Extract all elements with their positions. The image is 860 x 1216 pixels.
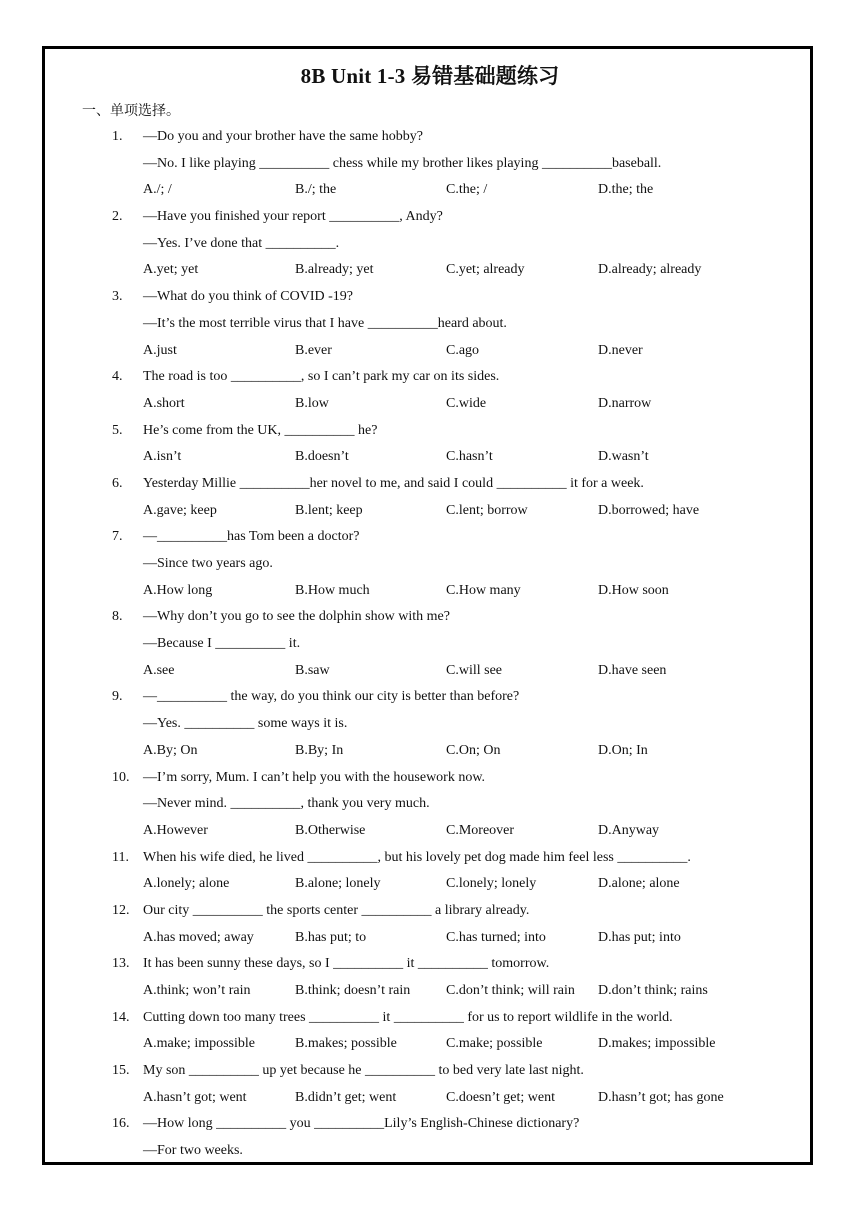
option-c: C.lent; borrow (446, 502, 528, 518)
options-row (0, 1085, 860, 1112)
option-a: A.think; won’t rain (143, 983, 251, 998)
question-item (0, 1005, 860, 1058)
question-number: 3. (112, 289, 123, 305)
question-line (0, 524, 860, 551)
option-a: A./; / (143, 182, 172, 198)
question-line (0, 711, 860, 738)
question-stem: It has been sunny these days, so I __________ it __________ tomorrow. (143, 956, 550, 972)
question-number: 8. (112, 609, 123, 625)
question-stem: Our city __________ the sports center __________ a library already. (143, 902, 530, 918)
question-line (0, 631, 860, 658)
options-row (0, 257, 860, 284)
question-line (0, 471, 860, 498)
option-b: B.think; doesn’t rain (295, 983, 411, 998)
question-dialogue-line: —No. I like playing __________ chess while my brother likes playing __________baseball. (143, 155, 662, 171)
option-d: D.makes; impossible (598, 1036, 716, 1052)
option-b: B.Otherwise (295, 822, 366, 838)
question-dialogue-line: —Since two years ago. (143, 556, 273, 571)
question-line (0, 951, 860, 978)
question-line (0, 684, 860, 711)
question-stem: The road is too __________, so I can’t park my car on its sides. (143, 369, 500, 385)
option-a: A.has moved; away (143, 929, 254, 945)
question-stem: —Do you and your brother have the same hobby? (143, 129, 423, 144)
question-item (0, 951, 860, 1004)
question-number: 6. (112, 475, 123, 491)
question-stem: Yesterday Millie __________her novel to me, and said I could __________ it for a week. (143, 475, 644, 491)
question-line (0, 1111, 860, 1138)
question-line (0, 124, 860, 151)
question-dialogue-line: —Yes. __________ some ways it is. (143, 716, 348, 732)
options-row (0, 658, 860, 685)
option-b: B.alone; lonely (295, 876, 381, 892)
question-stem: —What do you think of COVID -19? (143, 289, 353, 305)
option-b: B.has put; to (295, 929, 367, 945)
question-number: 9. (112, 689, 123, 705)
option-d: D.How soon (598, 582, 669, 598)
question-line (0, 1005, 860, 1032)
question-number: 2. (112, 209, 123, 225)
question-item (0, 604, 860, 684)
option-c: C.lonely; lonely (446, 876, 537, 892)
options-row (0, 738, 860, 765)
option-a: A.yet; yet (143, 262, 199, 278)
options-row (0, 1031, 860, 1058)
question-stem: —__________ the way, do you think our city is better than before? (143, 689, 520, 705)
options-row (0, 338, 860, 365)
question-line (0, 418, 860, 445)
option-b: B.already; yet (295, 262, 374, 278)
option-c: C.ago (446, 342, 480, 358)
option-b: B.ever (295, 342, 332, 358)
question-number: 7. (112, 529, 123, 545)
question-stem: Cutting down too many trees __________ it __________ for us to report wildlife in the world. (143, 1009, 673, 1025)
options-row (0, 177, 860, 204)
option-d: D.borrowed; have (598, 502, 700, 518)
question-item (0, 418, 860, 471)
option-d: D.wasn’t (598, 449, 649, 465)
question-stem: When his wife died, he lived __________, but his lovely pet dog made him feel less __________. (143, 849, 691, 865)
question-item (0, 898, 860, 951)
question-dialogue-line: —It’s the most terrible virus that I have __________heard about. (143, 315, 507, 331)
question-line (0, 791, 860, 818)
question-item (0, 284, 860, 364)
question-number: 15. (112, 1063, 130, 1079)
question-number: 14. (112, 1009, 130, 1025)
question-stem: —Have you finished your report __________, Andy? (143, 209, 443, 225)
question-line (0, 231, 860, 258)
option-c: C.has turned; into (446, 929, 546, 945)
question-stem: —I’m sorry, Mum. I can’t help you with the housework now. (143, 769, 486, 785)
option-c: C.wide (446, 395, 487, 411)
options-row (0, 818, 860, 845)
options-row (0, 978, 860, 1005)
option-b: B.doesn’t (295, 449, 349, 465)
option-d: D.hasn’t got; has gone (598, 1089, 724, 1105)
question-item (0, 364, 860, 417)
question-list (0, 124, 860, 1165)
option-d: D.don’t think; rains (598, 983, 708, 998)
question-dialogue-line: —Yes. I’ve done that __________. (143, 235, 340, 251)
option-b: B./; the (295, 182, 337, 198)
option-a: A.lonely; alone (143, 876, 230, 892)
question-number: 12. (112, 902, 130, 918)
option-d: D.already; already (598, 262, 702, 278)
question-item (0, 684, 860, 764)
question-item (0, 471, 860, 524)
option-c: C.hasn’t (446, 449, 493, 465)
option-d: D.On; In (598, 742, 648, 758)
option-a: A.see (143, 662, 175, 678)
question-line (0, 765, 860, 792)
question-line (0, 604, 860, 631)
option-c: C.make; possible (446, 1036, 543, 1052)
option-d: D.alone; alone (598, 876, 680, 892)
question-line (0, 284, 860, 311)
option-b: B.saw (295, 662, 330, 678)
option-a: A.How long (143, 582, 213, 598)
options-row (0, 925, 860, 952)
options-row (0, 498, 860, 525)
option-c: C.doesn’t get; went (446, 1089, 556, 1105)
question-stem: —__________has Tom been a doctor? (143, 529, 360, 545)
option-c: C.Moreover (446, 822, 515, 838)
question-line (0, 151, 860, 178)
question-item (0, 204, 860, 284)
option-a: A.short (143, 395, 185, 411)
option-a: A.By; On (143, 742, 198, 758)
option-c: C.How many (446, 582, 521, 598)
question-stem: —How long __________ you __________Lily’s English-Chinese dictionary? (143, 1116, 580, 1132)
option-b: B.low (295, 395, 329, 411)
option-c: C.don’t think; will rain (446, 983, 575, 998)
option-c: C.yet; already (446, 262, 525, 278)
options-row (0, 871, 860, 898)
question-line (0, 364, 860, 391)
option-d: D.have seen (598, 662, 667, 678)
option-c: C.the; / (446, 182, 488, 198)
page-title: 8B Unit 1-3 易错基础题练习 (300, 64, 560, 88)
option-b: B.lent; keep (295, 502, 363, 518)
option-c: C.On; On (446, 742, 501, 758)
question-line (0, 898, 860, 925)
option-d: D.never (598, 342, 643, 358)
option-c: C.will see (446, 662, 502, 678)
option-a: A.just (143, 342, 177, 358)
option-d: D.the; the (598, 182, 654, 198)
section-heading: 一、单项选择。 (82, 103, 180, 119)
option-b: B.By; In (295, 742, 344, 758)
option-d: D.has put; into (598, 929, 681, 945)
question-item (0, 845, 860, 898)
question-line (0, 1138, 860, 1165)
option-a: A.make; impossible (143, 1036, 255, 1052)
question-dialogue-line: —Never mind. __________, thank you very much. (143, 796, 430, 812)
option-d: D.narrow (598, 395, 652, 411)
options-row (0, 391, 860, 418)
question-number: 16. (112, 1116, 130, 1132)
options-row (0, 578, 860, 605)
question-item (0, 524, 860, 604)
question-line (0, 1058, 860, 1085)
question-line (0, 204, 860, 231)
question-number: 10. (112, 769, 130, 785)
question-number: 4. (112, 369, 123, 385)
option-b: B.How much (295, 582, 370, 598)
option-b: B.makes; possible (295, 1036, 397, 1052)
question-dialogue-line: —Because I __________ it. (143, 636, 301, 652)
question-line (0, 551, 860, 578)
question-number: 13. (112, 956, 130, 972)
question-line (0, 845, 860, 872)
option-a: A.isn’t (143, 449, 182, 465)
question-item (0, 1058, 860, 1111)
option-a: A.hasn’t got; went (143, 1089, 247, 1105)
question-dialogue-line: —For two weeks. (143, 1143, 243, 1159)
option-d: D.Anyway (598, 822, 660, 838)
question-stem: My son __________ up yet because he __________ to bed very late last night. (143, 1063, 584, 1079)
question-stem: —Why don’t you go to see the dolphin show with me? (143, 609, 450, 625)
question-item (0, 124, 860, 204)
question-number: 1. (112, 129, 123, 144)
question-item (0, 1111, 860, 1164)
question-number: 11. (112, 849, 129, 865)
question-stem: He’s come from the UK, __________ he? (143, 422, 378, 438)
question-number: 5. (112, 422, 123, 438)
question-line (0, 311, 860, 338)
options-row (0, 444, 860, 471)
option-a: A.gave; keep (143, 502, 217, 518)
option-a: A.However (143, 822, 208, 838)
question-item (0, 765, 860, 845)
option-b: B.didn’t get; went (295, 1089, 397, 1105)
